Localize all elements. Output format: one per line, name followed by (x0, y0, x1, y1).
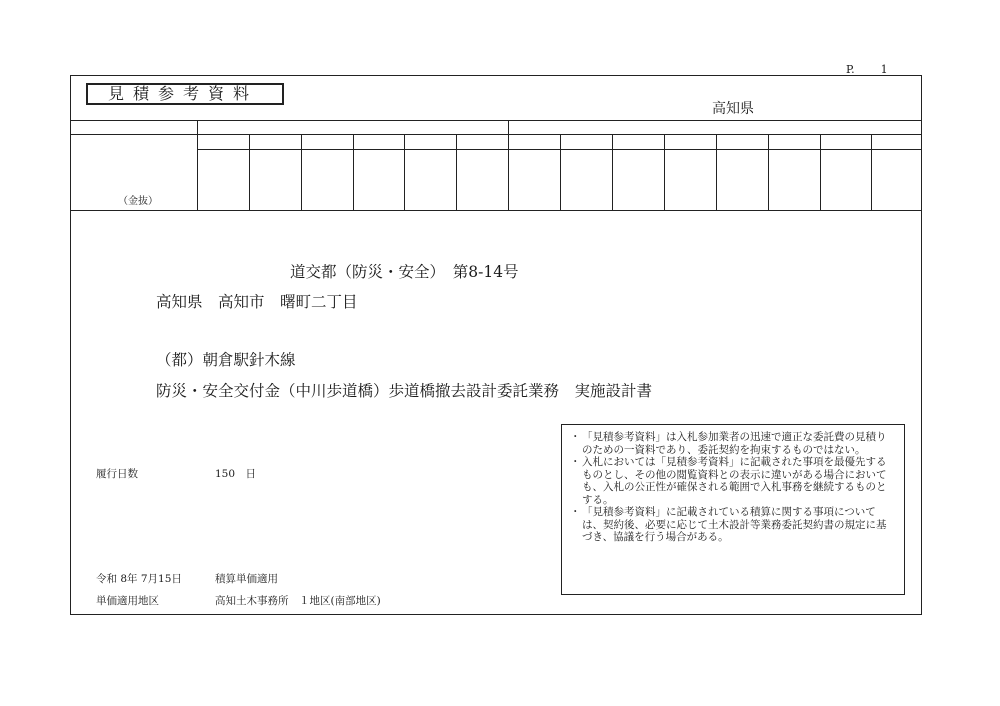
duration-value: 150 日 (215, 468, 257, 480)
grid-line (664, 134, 665, 210)
grid-line (871, 134, 872, 210)
grid-line (716, 134, 717, 210)
grid-line (456, 134, 457, 210)
notice-item (570, 506, 896, 544)
grid-line (560, 134, 561, 210)
grid-line (820, 134, 821, 210)
work-name: 防災・安全交付金（中川歩道橋）歩道橋撤去設計委託業務 実施設計書 (156, 382, 653, 400)
grid-line (353, 134, 354, 210)
page-number-label: P. (846, 63, 855, 76)
grid-line (301, 134, 302, 210)
grid-line (508, 120, 509, 210)
document-title: 見積参考資料 (86, 83, 284, 105)
notice-bullet: ・ (570, 506, 581, 518)
estimate-date: 令和 8年 7月15日 (96, 573, 182, 585)
notice-text: 「見積参考資料」に記載されている積算に関する事項については、契約後、必要に応じて土木設計等業務委託契約書の規定に基づき、協議を行う場合がある。 (582, 506, 887, 543)
notice-bullet: ・ (570, 456, 581, 468)
notice-item (570, 431, 896, 456)
duration-label: 履行日数 (96, 468, 138, 480)
region-value: 高知土木事務所 １地区(南部地区) (215, 595, 381, 607)
grid-line (249, 134, 250, 210)
price-basis: 積算単価適用 (215, 573, 278, 585)
notice-box (561, 424, 905, 595)
amount-excluded-note: （金抜） (118, 196, 158, 207)
grid-line (197, 120, 198, 210)
route-name: （都）朝倉駅針木線 (156, 351, 296, 369)
grid-line (612, 134, 613, 210)
notice-item (570, 456, 896, 506)
grid-line (70, 210, 922, 211)
page-number-value: 1 (880, 63, 888, 76)
notice-bullet: ・ (570, 431, 581, 443)
grid-line (404, 134, 405, 210)
prefecture-label: 高知県 (712, 101, 754, 117)
notice-text: 「見積参考資料」は入札参加業者の迅速で適正な委託費の見積りのための一資料であり、委託契約を拘束するものではない。 (582, 431, 887, 456)
grid-line (768, 134, 769, 210)
notice-text: 入札においては「見積参考資料」に記載された事項を最優先するものとし、その他の閲覧資料との表示に違いがある場合においても、入札の公正性が確保される範囲で入札事務を継続するものとする。 (582, 456, 887, 506)
work-number: 道交都（防災・安全） 第8-14号 (290, 263, 519, 281)
region-label: 単価適用地区 (96, 595, 159, 607)
work-location: 高知県 高知市 曙町二丁目 (156, 293, 358, 311)
